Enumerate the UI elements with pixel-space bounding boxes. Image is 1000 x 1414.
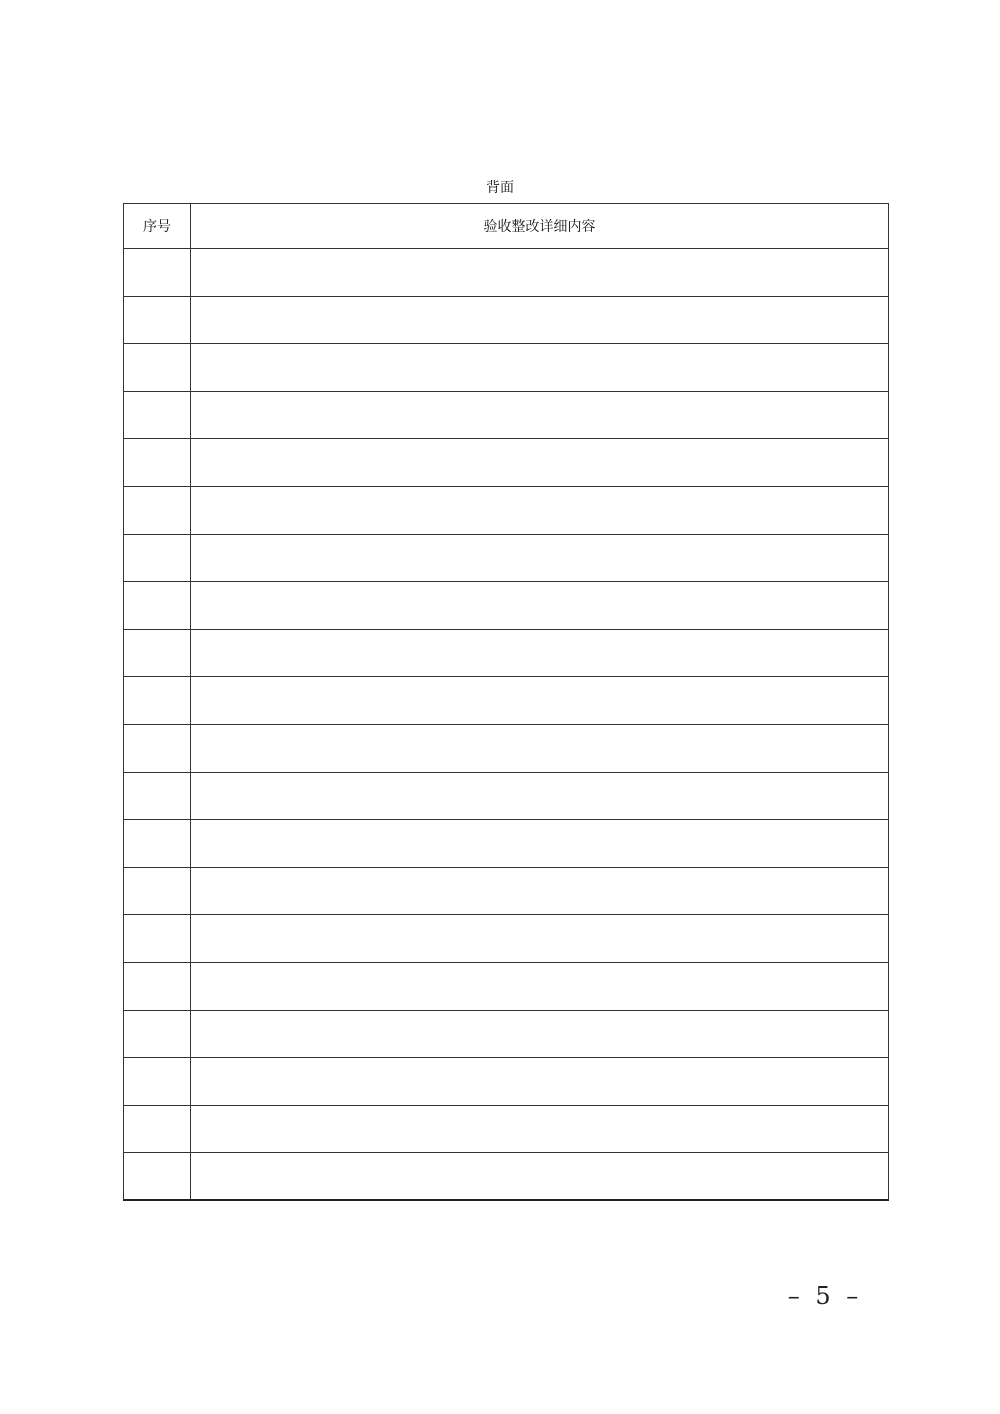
row-index-cell[interactable] [124,915,191,963]
table-row [124,344,889,392]
row-content-cell[interactable] [191,1153,889,1201]
row-index-cell[interactable] [124,249,191,297]
row-content-cell[interactable] [191,915,889,963]
table-row [124,1105,889,1153]
row-content-cell[interactable] [191,820,889,868]
page-number: – 5 – [787,1282,863,1310]
table-body [124,249,889,1201]
row-content-cell[interactable] [191,1058,889,1106]
header-index: 序号 [124,204,191,249]
table-row [124,629,889,677]
row-index-cell[interactable] [124,296,191,344]
row-content-cell[interactable] [191,867,889,915]
row-content-cell[interactable] [191,582,889,630]
row-index-cell[interactable] [124,867,191,915]
row-index-cell[interactable] [124,486,191,534]
table-row [124,249,889,297]
table-row [124,915,889,963]
table-header-row [124,204,889,249]
row-index-cell[interactable] [124,629,191,677]
row-index-cell[interactable] [124,677,191,725]
row-content-cell[interactable] [191,772,889,820]
row-content-cell[interactable] [191,486,889,534]
table-row [124,962,889,1010]
row-index-cell[interactable] [124,1058,191,1106]
table-row [124,677,889,725]
table-row [124,486,889,534]
row-index-cell[interactable] [124,820,191,868]
row-index-cell[interactable] [124,344,191,392]
table-row [124,534,889,582]
row-content-cell[interactable] [191,677,889,725]
row-index-cell[interactable] [124,534,191,582]
row-content-cell[interactable] [191,391,889,439]
row-index-cell[interactable] [124,962,191,1010]
row-index-cell[interactable] [124,772,191,820]
table-row [124,867,889,915]
table-row [124,772,889,820]
table-row [124,391,889,439]
row-content-cell[interactable] [191,249,889,297]
row-index-cell[interactable] [124,582,191,630]
table-row [124,1058,889,1106]
row-index-cell[interactable] [124,391,191,439]
row-content-cell[interactable] [191,344,889,392]
row-content-cell[interactable] [191,534,889,582]
row-index-cell[interactable] [124,1010,191,1058]
table-row [124,820,889,868]
row-content-cell[interactable] [191,439,889,487]
table-row [124,296,889,344]
row-content-cell[interactable] [191,1010,889,1058]
row-content-cell[interactable] [191,296,889,344]
header-content: 验收整改详细内容 [191,204,889,249]
table-row [124,1010,889,1058]
row-index-cell[interactable] [124,1105,191,1153]
row-content-cell[interactable] [191,724,889,772]
row-index-cell[interactable] [124,1153,191,1201]
table-row [124,582,889,630]
table-row [124,1153,889,1201]
row-content-cell[interactable] [191,1105,889,1153]
row-index-cell[interactable] [124,439,191,487]
row-content-cell[interactable] [191,629,889,677]
row-content-cell[interactable] [191,962,889,1010]
page-heading: 背面 [486,180,514,196]
table-row [124,724,889,772]
table-row [124,439,889,487]
row-index-cell[interactable] [124,724,191,772]
rectification-table [123,203,889,1201]
